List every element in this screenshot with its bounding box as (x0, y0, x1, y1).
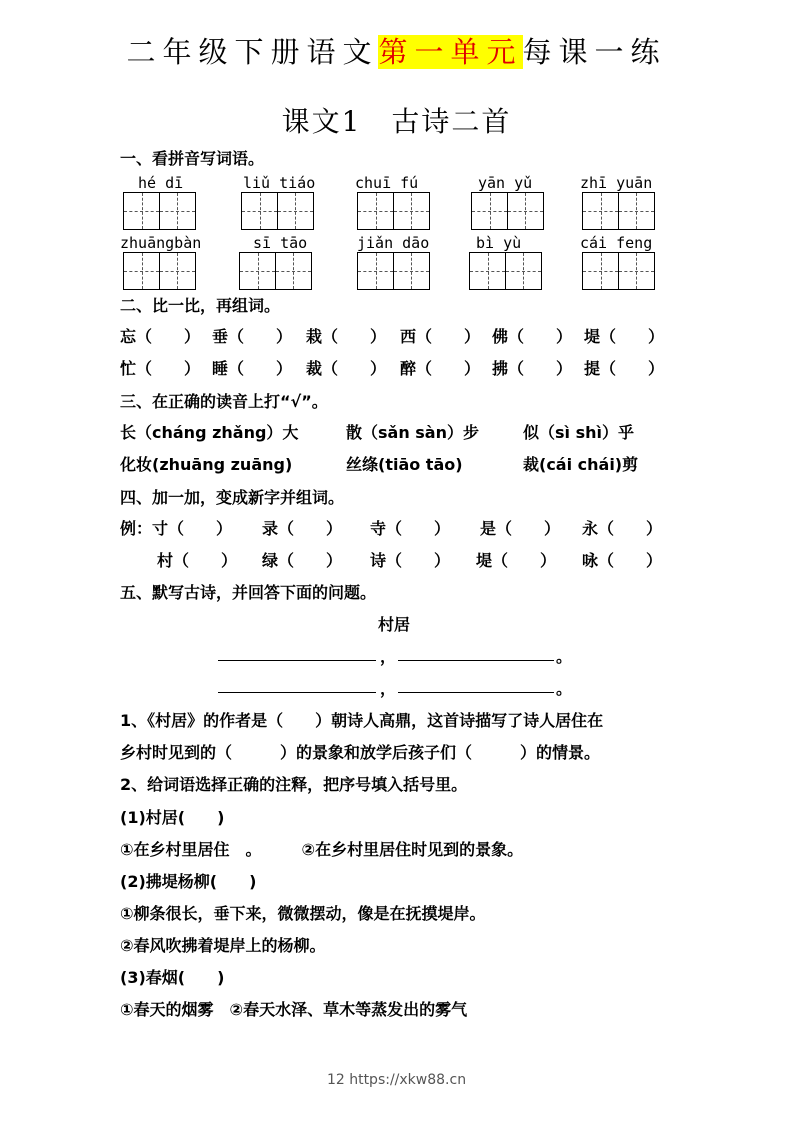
section-1-heading: 一、看拼音写词语。 (120, 149, 265, 168)
sub-question-1: (1)村居( ) (120, 808, 225, 827)
question-1-line-1: 1、《村居》的作者是（ ）朝诗人高鼎，这首诗描写了诗人居住在 (120, 711, 604, 730)
pinyin: yān yǔ (478, 174, 533, 192)
page-title: 二年级下册语文第一单元每课一练 (126, 35, 667, 69)
add-item: 咏（ ） (582, 551, 663, 570)
compare-item: 醉（ ） (400, 359, 481, 378)
pinyin: sī tāo (253, 234, 308, 252)
compare-item: 拂（ ） (492, 359, 573, 378)
pronunciation-item: 长（cháng zhǎng）大 (120, 423, 299, 442)
pronunciation-item: 化妆(zhuāng zuāng) (120, 455, 293, 474)
writing-grid[interactable] (582, 192, 653, 230)
writing-grid[interactable] (239, 252, 310, 290)
section-3-heading: 三、在正确的读音上打“√”。 (120, 392, 328, 411)
pronunciation-item: 丝绦(tiāo tāo) (346, 455, 463, 474)
answer-line[interactable] (398, 692, 554, 693)
poem-title: 村居 (378, 615, 411, 634)
compare-item: 佛（ ） (492, 327, 573, 346)
add-item: 是（ ） (480, 519, 561, 538)
sub-question-1-options: ①在乡村里居住 。 ②在乡村里居住时见到的景象。 (120, 840, 524, 859)
page-footer: 12 https://xkw88.cn (326, 1072, 467, 1088)
comma: ， (380, 679, 397, 698)
pronunciation-item: 散（sǎn sàn）步 (346, 423, 479, 442)
compare-item: 忘（ ） (120, 327, 201, 346)
writing-grid[interactable] (123, 192, 194, 230)
question-2: 2、给词语选择正确的注释，把序号填入括号里。 (120, 775, 468, 794)
add-item: 例：寸（ ） (120, 519, 233, 538)
sub-question-3-options: ①春天的烟雾 ②春天水泽、草木等蒸发出的雾气 (120, 1000, 468, 1019)
period: 。 (556, 647, 573, 666)
pinyin: zhuāngbàn (120, 234, 202, 252)
add-item: 永（ ） (582, 519, 663, 538)
compare-item: 裁（ ） (306, 359, 387, 378)
pinyin: liǔ tiáo (243, 174, 316, 192)
pinyin: cái feng (580, 234, 653, 252)
pinyin: hé dī (138, 174, 184, 192)
add-item: 堤（ ） (476, 551, 557, 570)
compare-item: 忙（ ） (120, 359, 201, 378)
answer-line[interactable] (398, 660, 554, 661)
writing-grid[interactable] (471, 192, 542, 230)
writing-grid[interactable] (357, 192, 428, 230)
compare-item: 堤（ ） (584, 327, 665, 346)
pinyin: zhī yuān (580, 174, 653, 192)
period: 。 (556, 679, 573, 698)
section-5-heading: 五、默写古诗，并回答下面的问题。 (120, 583, 377, 602)
answer-line[interactable] (218, 692, 376, 693)
sub-question-2: (2)拂堤杨柳( ) (120, 872, 257, 891)
compare-item: 提（ ） (584, 359, 665, 378)
question-1-line-2: 乡村时见到的（ ）的景象和放学后孩子们（ ）的情景。 (120, 743, 601, 762)
sub-question-2-option-1: ①柳条很长，垂下来，微微摆动，像是在抚摸堤岸。 (120, 904, 486, 923)
pinyin: bì yù (476, 234, 522, 252)
section-2-heading: 二、比一比，再组词。 (120, 296, 281, 315)
writing-grid[interactable] (241, 192, 312, 230)
add-item: 诗（ ） (370, 551, 451, 570)
compare-item: 垂（ ） (212, 327, 293, 346)
pinyin: chuī fú (355, 174, 419, 192)
pinyin: jiǎn dāo (357, 234, 430, 252)
pronunciation-item: 似（sì shì）乎 (523, 423, 634, 442)
add-item: 村（ ） (157, 551, 238, 570)
lesson-title: 课文1 古诗二首 (281, 105, 512, 138)
pronunciation-item: 裁(cái chái)剪 (523, 455, 639, 474)
writing-grid[interactable] (123, 252, 194, 290)
add-item: 寺（ ） (370, 519, 451, 538)
writing-grid[interactable] (469, 252, 540, 290)
comma: ， (380, 647, 397, 666)
compare-item: 栽（ ） (306, 327, 387, 346)
add-item: 绿（ ） (262, 551, 343, 570)
compare-item: 睡（ ） (212, 359, 293, 378)
sub-question-3: (3)春烟( ) (120, 968, 225, 987)
section-4-heading: 四、加一加，变成新字并组词。 (120, 488, 345, 507)
writing-grid[interactable] (582, 252, 653, 290)
add-item: 录（ ） (262, 519, 343, 538)
unit-highlight: 第一单元 (378, 35, 523, 69)
compare-item: 西（ ） (400, 327, 481, 346)
sub-question-2-option-2: ②春风吹拂着堤岸上的杨柳。 (120, 936, 326, 955)
writing-grid[interactable] (357, 252, 428, 290)
answer-line[interactable] (218, 660, 376, 661)
